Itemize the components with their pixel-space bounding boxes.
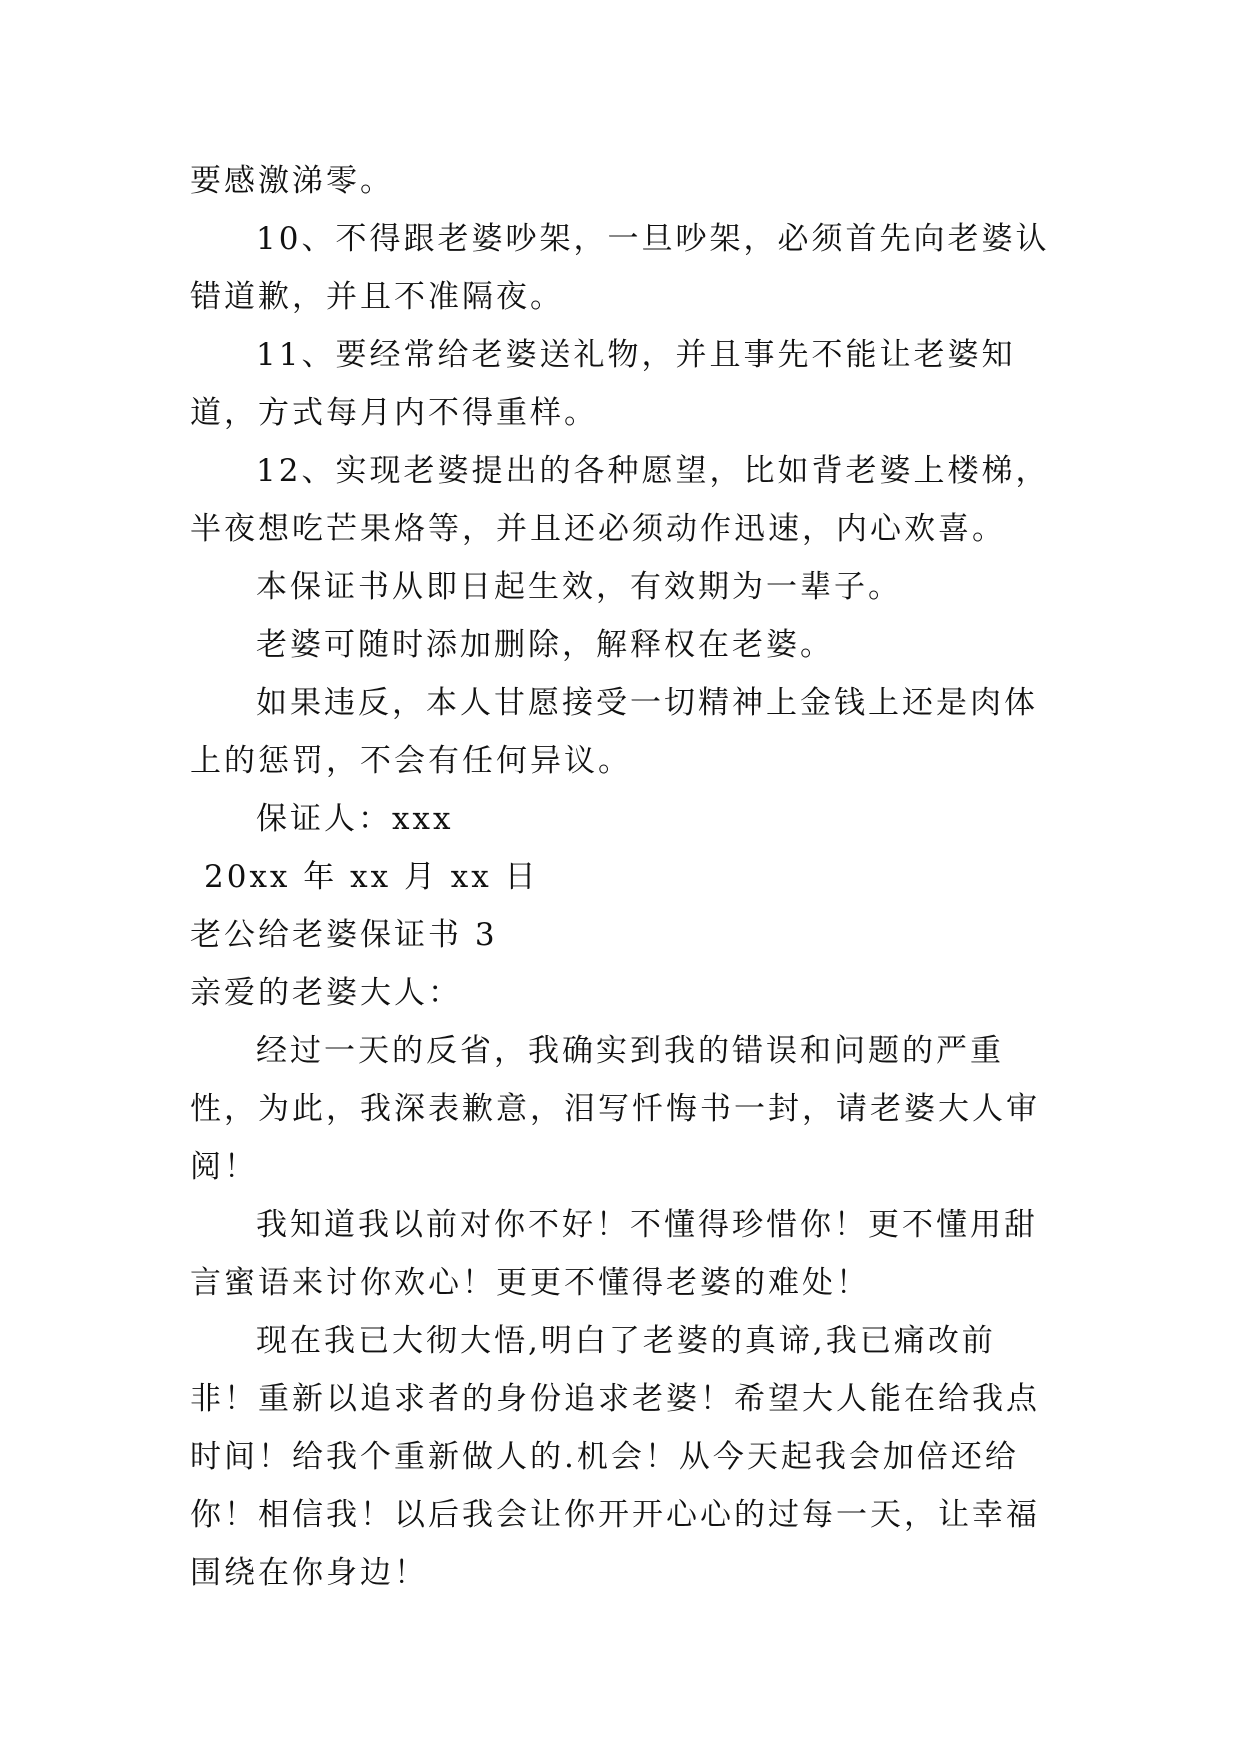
paragraph-7: 如果违反，本人甘愿接受一切精神上金钱上还是肉体上的惩罚，不会有任何异议。 xyxy=(190,685,1038,779)
paragraph-12: 经过一天的反省，我确实到我的错误和问题的严重性，为此，我深表歉意，泪写忏悔书一封，请老婆大人审阅！ xyxy=(190,1033,1040,1185)
guarantor-line: 保证人：xxx xyxy=(256,801,454,837)
paragraph-6: 老婆可随时添加删除，解释权在老婆。 xyxy=(256,627,834,663)
paragraph-14: 现在我已大彻大悟,明白了老婆的真谛,我已痛改前非！重新以追求者的身份追求老婆！希望大人能在给我点时间！给我个重新做人的.机会！从今天起我会加倍还给你！相信我！以后我会让你开开心心的过每一天，让幸福围绕在你身边！ xyxy=(190,1323,1040,1591)
date-line: 20xx 年 xx 月 xx 日 xyxy=(204,859,539,895)
document-body xyxy=(190,152,1050,1602)
salutation: 亲爱的老婆大人： xyxy=(190,975,462,1011)
paragraph-3: 11、要经常给老婆送礼物，并且事先不能让老婆知道，方式每月内不得重样。 xyxy=(190,337,1016,431)
paragraph-4: 12、实现老婆提出的各种愿望，比如背老婆上楼梯，半夜想吃芒果烙等，并且还必须动作迅速，内心欢喜。 xyxy=(190,453,1050,547)
paragraph-5: 本保证书从即日起生效，有效期为一辈子。 xyxy=(256,569,902,605)
paragraph-1: 要感激涕零。 xyxy=(190,163,394,199)
paragraph-13: 我知道我以前对你不好！不懂得珍惜你！更不懂用甜言蜜语来讨你欢心！更更不懂得老婆的难处！ xyxy=(190,1207,1038,1301)
section-title: 老公给老婆保证书 3 xyxy=(190,917,498,953)
paragraph-2: 10、不得跟老婆吵架，一旦吵架，必须首先向老婆认错道歉，并且不准隔夜。 xyxy=(190,221,1050,315)
